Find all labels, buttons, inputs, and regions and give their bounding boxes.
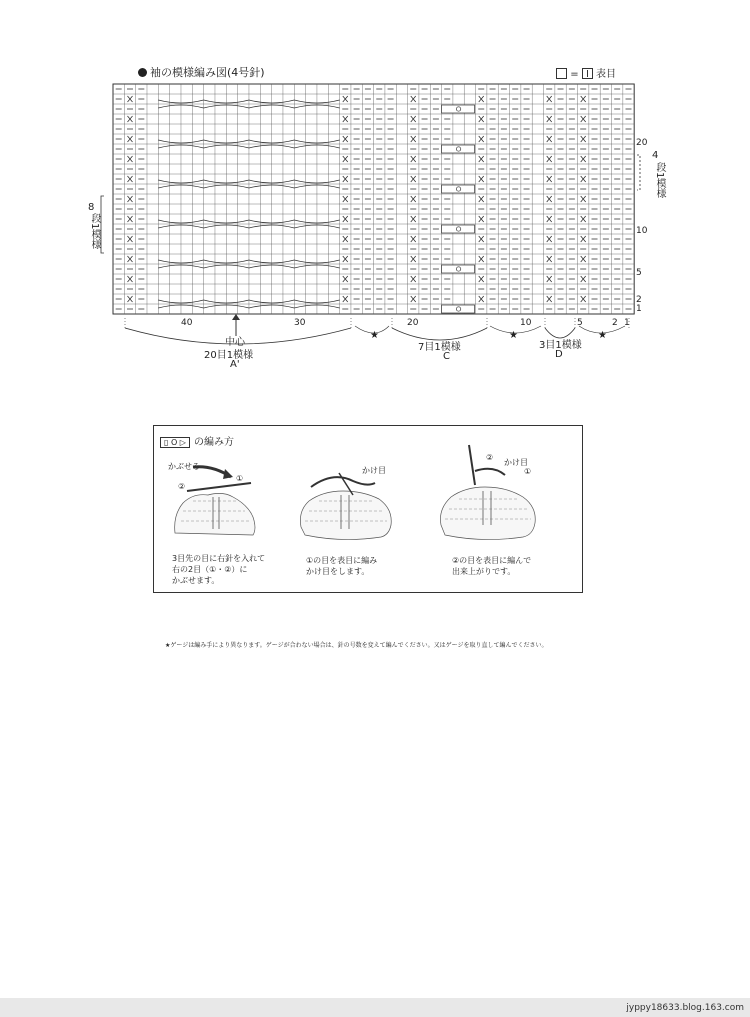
row-number-5: 5 [636,268,642,278]
col-number-30: 30 [294,318,306,328]
step1-text: 3目先の目に右針を入れて 右の2目（①・②）に かぶせます。 [172,554,266,585]
step1-num-1: ① [236,474,244,483]
row-number-10: 10 [636,226,648,236]
right-repeat-label: 段1模様 [654,162,665,199]
repeat-d-label: 3目1模様 [539,340,582,351]
star-icon-3: ★ [598,330,607,341]
repeat-c-name: C [443,351,450,362]
col-number-40: 40 [181,318,193,328]
step3-text: ②の目を表目に編んで 出来上がりです。 [452,556,532,576]
step3-num-2: ② [486,453,494,462]
col-number-20: 20 [407,318,419,328]
col-number-10: 10 [520,318,532,328]
chart-grid [113,84,634,328]
needle-icon [187,483,251,491]
center-label: 中心 [225,337,245,348]
stitch-symbol-text: O [170,438,178,447]
footer-watermark: jyppy18633.blog.163.com [626,1003,744,1013]
step1-num-2: ② [178,482,186,491]
row-number-1: 1 [636,304,642,314]
arrow-head-icon [232,314,240,320]
needle-icon [469,445,475,485]
right-brace [637,155,640,190]
repeat-d-name: D [555,349,563,360]
repeat-c-label: 7目1模様 [418,342,461,353]
row-number-20: 20 [636,138,648,148]
legend-equals: = [570,69,579,80]
star-icon-2: ★ [509,330,518,341]
step3-yarnover-label: かけ目 [504,458,528,467]
chart-title-text: 袖の模様編み図(4号針) [150,66,265,79]
row-number-2: 2 [636,295,642,305]
step3-num-1: ① [524,467,532,476]
step2-text: ①の目を表目に編み かけ目をします。 [306,556,378,576]
star-icon-1: ★ [370,330,379,341]
instruction-title-text: の編み方 [193,437,234,448]
step2-illustration [300,473,391,540]
col-number-1: 1 [624,318,630,328]
stitch-symbol-icon: ▯ O ▷ [160,437,190,448]
gauge-footnote: ★ゲージは編み手により異なります。ゲージが合わない場合は、針の号数を変えて編んでください。又はゲージを取り直して編んでください。 [165,642,548,649]
step2-yarnover-label: かけ目 [362,466,386,475]
step1-cover-label: かぶせる [168,462,200,471]
left-repeat-label: 段1模様 [89,213,100,250]
col-number-2: 2 [612,318,618,328]
repeat-a-label: 20目1模様 [204,350,254,361]
legend-label: 表目 [595,69,616,80]
repeat-a-name: A' [230,359,240,370]
col-number-5: 5 [577,318,583,328]
left-repeat-number: 8 [88,202,95,213]
right-repeat-number: 4 [652,150,659,161]
